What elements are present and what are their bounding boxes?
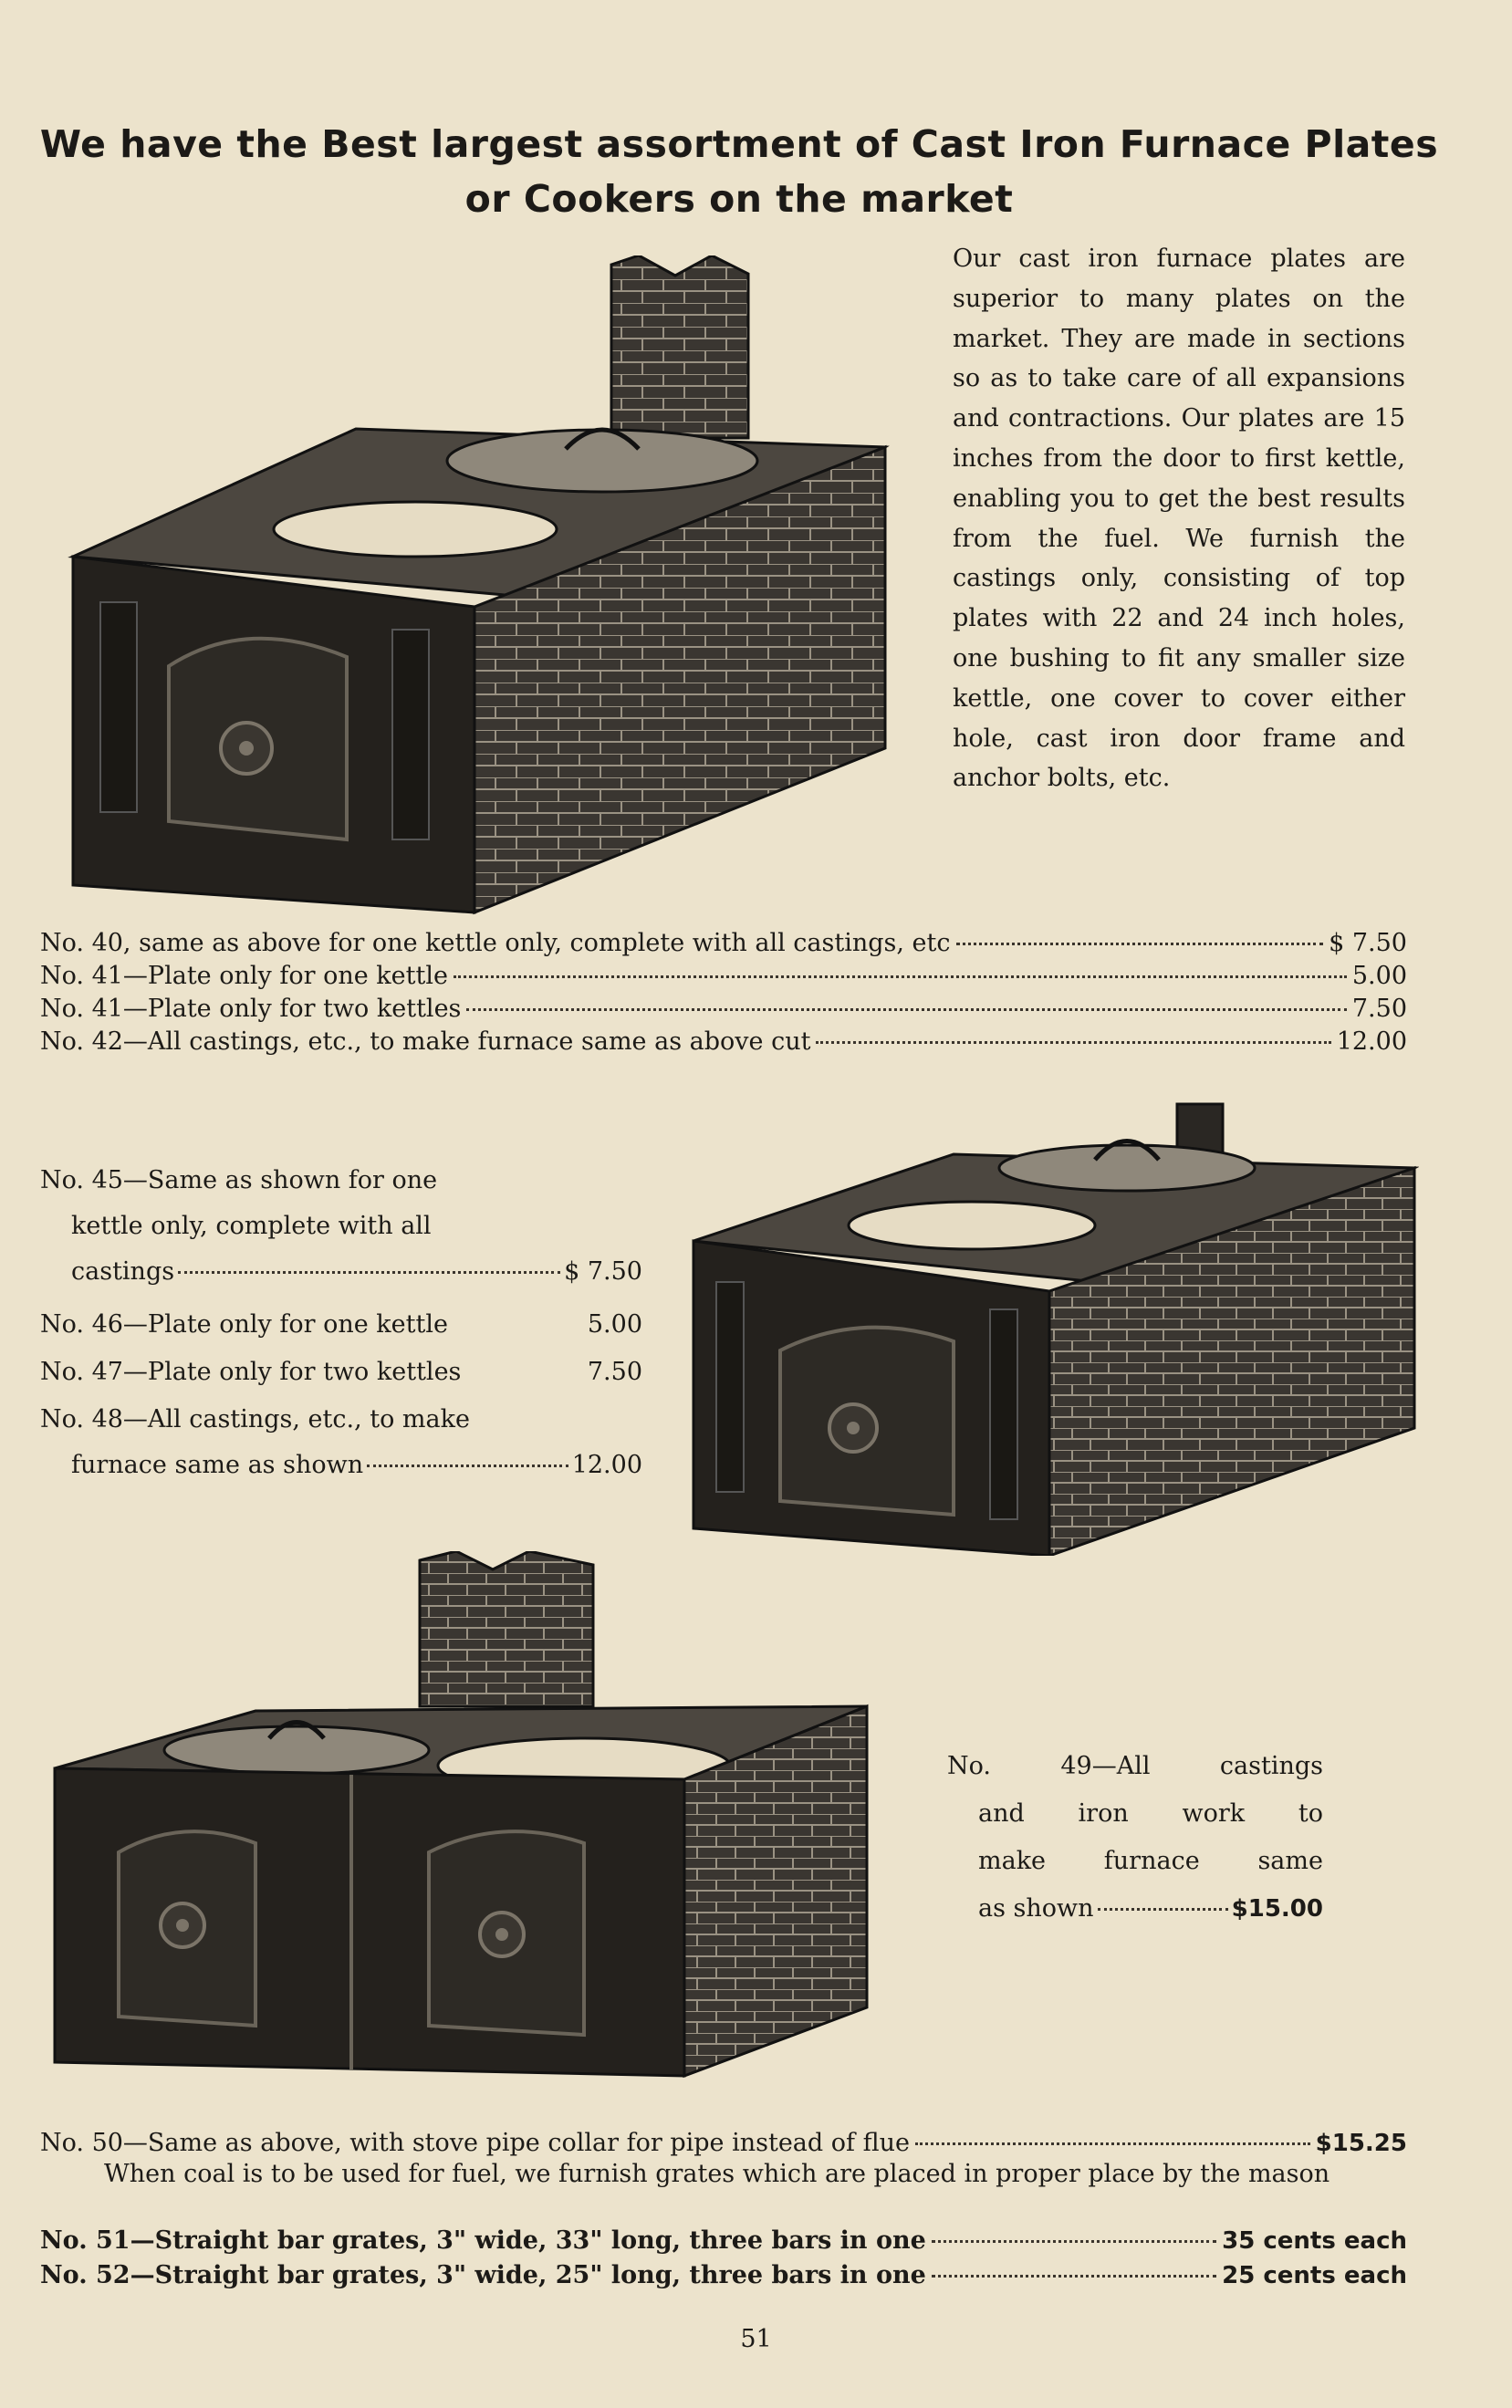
- dot-leader: [816, 1041, 1330, 1044]
- no45-line-2: kettle only, complete with all: [71, 1212, 432, 1240]
- no46-price: 5.00: [587, 1310, 642, 1339]
- title-line-1: We have the Best largest assortment of Cast Iron Furnace Plates: [39, 122, 1439, 166]
- dot-leader: [178, 1271, 560, 1274]
- price-label: No. 51—Straight bar grates, 3" wide, 33" long, three bars in one: [40, 2226, 926, 2255]
- price-label: No. 41—Plate only for one kettle: [40, 962, 448, 990]
- price-label: No. 52—Straight bar grates, 3" wide, 25" long, three bars in one: [40, 2261, 926, 2289]
- grates-note-text: When coal is to be used for fuel, we furnish grates which are placed in proper place by the mason: [104, 2160, 1330, 2188]
- no47-label: No. 47—Plate only for two kettles: [40, 1358, 462, 1386]
- entry-no49: [947, 1752, 1323, 1942]
- no48-line-1: No. 48—All castings, etc., to make: [40, 1405, 470, 1433]
- price-row-no50: [40, 2129, 1407, 2157]
- price-value: 5.00: [1351, 962, 1407, 990]
- dot-leader: [466, 1008, 1346, 1011]
- title-line-2: or Cookers on the market: [464, 177, 1014, 221]
- price-row-no41-two: [40, 995, 1407, 1023]
- no49-word-2: 49—All: [1060, 1752, 1151, 1780]
- entry-no48: [40, 1405, 642, 1496]
- price-label: No. 50—Same as above, with stove pipe collar for pipe instead of flue: [40, 2129, 910, 2157]
- entry-no47: [40, 1358, 642, 1403]
- price-value: 35 cents each: [1222, 2227, 1407, 2255]
- no49-as-shown: as shown: [978, 1894, 1094, 1923]
- price-value: 7.50: [1351, 995, 1407, 1023]
- entry-no46: [40, 1310, 642, 1356]
- price-label: No. 40, same as above for one kettle only, complete with all castings, etc: [40, 929, 951, 957]
- price-row-no51: [40, 2226, 1407, 2255]
- no49-line2-d: to: [1298, 1799, 1323, 1828]
- furnace-illustration-1: [55, 255, 894, 922]
- dot-leader: [932, 2240, 1216, 2243]
- no48-line-2: [40, 1451, 642, 1496]
- price-label: No. 42—All castings, etc., to make furnace same as above cut: [40, 1027, 811, 1056]
- grates-note: [40, 2158, 1409, 2190]
- no45-castings: castings: [71, 1257, 175, 1286]
- no49-line3-b: furnace: [1103, 1847, 1200, 1875]
- no48-price: 12.00: [571, 1451, 642, 1479]
- no46-label: No. 46—Plate only for one kettle: [40, 1310, 448, 1339]
- page-number: 51: [740, 2325, 772, 2353]
- page-title: [27, 117, 1451, 226]
- dot-leader: [932, 2275, 1216, 2278]
- dot-leader: [367, 1465, 568, 1467]
- no49-line3-c: same: [1257, 1847, 1323, 1875]
- price-label: No. 41—Plate only for two kettles: [40, 995, 462, 1023]
- no49-price: $15.00: [1231, 1895, 1323, 1923]
- price-value: 25 cents each: [1222, 2262, 1407, 2289]
- no49-line2-a: and: [978, 1799, 1025, 1828]
- dot-leader: [956, 943, 1324, 945]
- no48-text: furnace same as shown: [71, 1451, 364, 1479]
- price-value: $ 7.50: [1329, 929, 1407, 957]
- price-row-no52: [40, 2261, 1407, 2289]
- no49-line3-a: make: [978, 1847, 1047, 1875]
- dot-leader: [454, 975, 1347, 978]
- no49-line2-c: work: [1182, 1799, 1246, 1828]
- price-row-no42: [40, 1027, 1407, 1056]
- no49-word-1: No.: [947, 1752, 991, 1780]
- no49-word-3: castings: [1219, 1752, 1323, 1780]
- no45-line-1: No. 45—Same as shown for one: [40, 1166, 438, 1194]
- price-value: $15.25: [1315, 2130, 1407, 2157]
- dot-leader: [915, 2142, 1310, 2145]
- product-description: Our cast iron furnace plates are superior to many plates on the market. They are made in sections so as to take care of all expansions and contractions. Our plates are 15 inches from the door to first kettle, enabling you to get the best results from the fuel. We furnish the castings only, consisting of top plates with 22 and 24 inch holes, one bushing to fit any smaller size kettle, one cover to cover either hole, cast iron door frame and anchor bolts, etc.: [953, 245, 1405, 793]
- no47-price: 7.50: [587, 1358, 642, 1386]
- no45-price: $ 7.50: [564, 1257, 642, 1286]
- furnace-illustration-3: [46, 1551, 876, 2080]
- no45-line-3: [40, 1257, 642, 1303]
- entry-no45: [40, 1166, 642, 1303]
- price-value: 12.00: [1336, 1027, 1407, 1056]
- price-row-no40: [40, 929, 1407, 957]
- dot-leader: [1098, 1908, 1228, 1911]
- furnace-illustration-2: [689, 1100, 1419, 1556]
- price-row-no41-one: [40, 962, 1407, 990]
- no49-line2-b: iron: [1078, 1799, 1129, 1828]
